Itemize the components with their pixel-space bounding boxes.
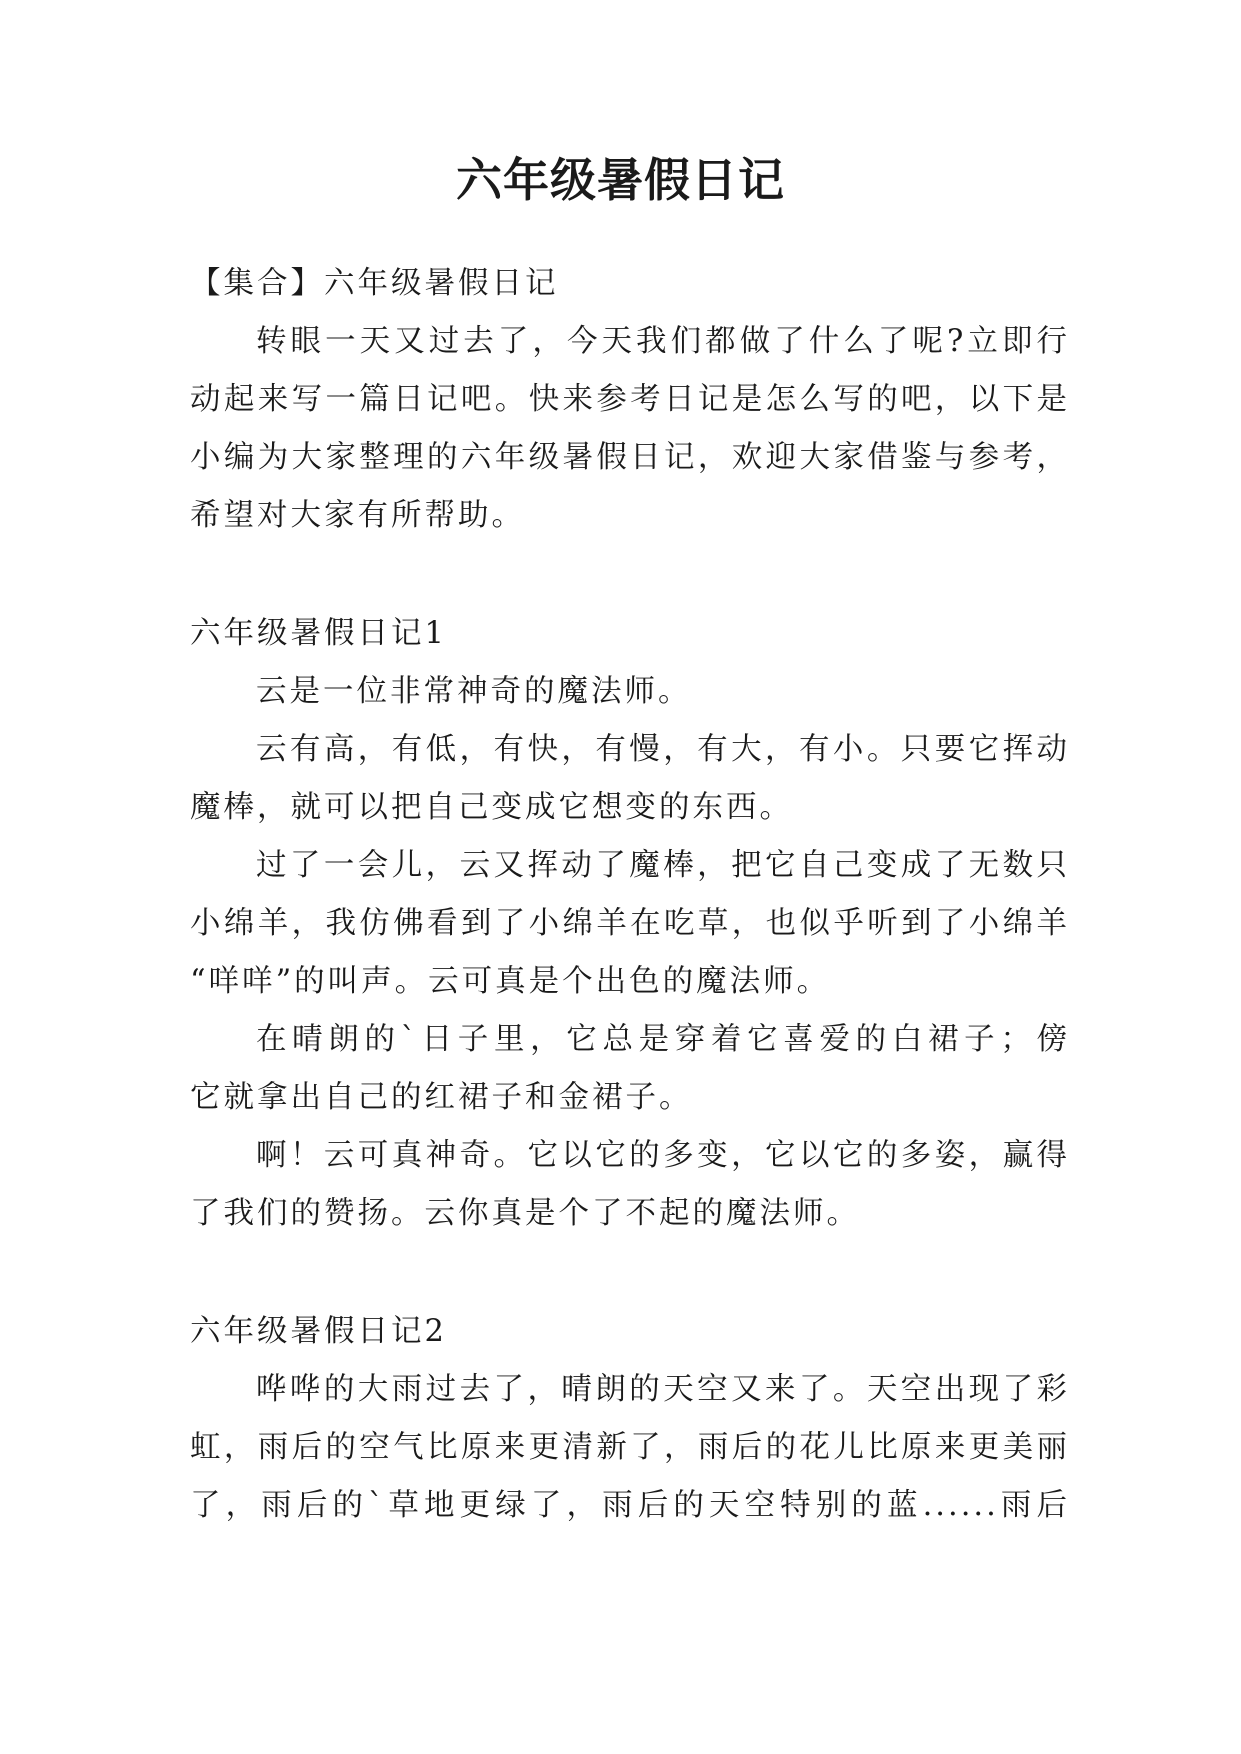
diary-2-line-3: 了，雨后的`草地更绿了，雨后的天空特别的蓝......雨后 [190,1488,1070,1523]
diary-1-line-1: 云是一位非常神奇的魔法师。 [256,674,692,709]
intro-line-3: 小编为大家整理的六年级暑假日记，欢迎大家借鉴与参考， [190,440,1070,475]
diary-2-heading: 六年级暑假日记2 [190,1314,447,1349]
diary-1-line-9: 啊！云可真神奇。它以它的多变，它以它的多姿，赢得 [256,1138,1070,1173]
diary-2-line-2: 虹，雨后的空气比原来更清新了，雨后的花儿比原来更美丽 [190,1430,1070,1465]
diary-1-line-6: “咩咩”的叫声。云可真是个出色的魔法师。 [190,964,831,999]
diary-1-line-8: 它就拿出自己的红裙子和金裙子。 [190,1080,693,1115]
diary-1-line-10: 了我们的赞扬。云你真是个了不起的魔法师。 [190,1196,860,1231]
intro-line-1: 转眼一天又过去了，今天我们都做了什么了呢?立即行 [256,324,1070,359]
intro-line-4: 希望对大家有所帮助。 [190,498,525,533]
diary-2-line-1: 哗哗的大雨过去了，晴朗的天空又来了。天空出现了彩 [256,1372,1070,1407]
diary-1-line-7: 在晴朗的`日子里，它总是穿着它喜爱的白裙子；傍 [256,1022,1070,1057]
diary-1-line-5: 小绵羊，我仿佛看到了小绵羊在吃草，也似乎听到了小绵羊 [190,906,1070,941]
document-title: 六年级暑假日记 [456,153,785,207]
diary-1-heading: 六年级暑假日记1 [190,616,447,651]
diary-1-line-4: 过了一会儿，云又挥动了魔棒，把它自己变成了无数只 [256,848,1070,883]
collection-heading: 【集合】六年级暑假日记 [190,266,559,301]
diary-1-line-2: 云有高，有低，有快，有慢，有大，有小。只要它挥动 [256,732,1070,767]
diary-1-line-3: 魔棒，就可以把自己变成它想变的东西。 [190,790,793,825]
intro-line-2: 动起来写一篇日记吧。快来参考日记是怎么写的吧，以下是 [190,382,1070,417]
